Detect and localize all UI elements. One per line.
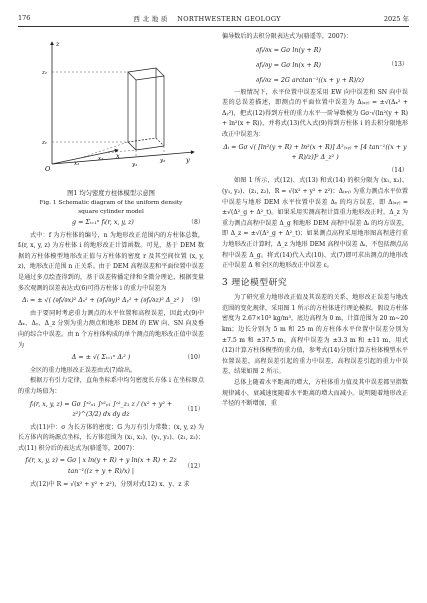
x2-label: x₂ [98, 156, 104, 162]
equation-13-line: ∂fᵢ/∂y = Gσ ln(x + R) [256, 61, 321, 69]
equation-8 [18, 216, 204, 231]
page-number: 176 [18, 14, 31, 22]
equation-11-number: （11） [184, 405, 204, 413]
equation-12-body: fᵢ(r, x, y, z) = Gσ | x ln(y + R) + y ln(x + R) + 2z tan⁻¹((z + y + R)/x) | [25, 457, 177, 476]
equation-13-number: （13） [388, 60, 408, 68]
paragraph: 由于要同时考虑重力测点的水平位置和高程误差，因此式(9)中 Δₓ、Δᵧ、Δ_z 分别为重力测点和地形 DEM 的 EW 向、SN 向及垂向的综合中误差。由 n 个方柱体构成的单个测点的地形改正值中误差为 [18, 309, 204, 349]
paragraph: 偏导数后的去积分限表达式为(骆遥等，2007)： [222, 33, 352, 40]
y-axis-label: y [186, 156, 190, 164]
paragraph: 总体上随着水平距离的增大，方柱体重力值及其中误差都呈指数规律减小，衰减速度随着水平距离的增大而减小。说明随着地形改正半径的不断增加，重 [222, 379, 408, 408]
origin-label: O [45, 165, 51, 173]
z-axis-label: z [56, 40, 60, 48]
section-heading: 3 理论模型研究 [222, 277, 288, 288]
equation-8-number: （8） [187, 219, 204, 226]
left-column [18, 32, 204, 490]
cube-diagram [18, 32, 204, 182]
equation-14-body: Δᵢ = Gσ √( [ln²(y + R) + ln²(x + R)] Δ²₍ₓᵧ₎ + [4 tan⁻¹((x + y + R)/z)]² Δ_z² ) [223, 143, 407, 162]
right-column [222, 32, 408, 410]
figure-1 [18, 32, 204, 216]
equation-14-number-row [222, 166, 408, 177]
projection-lines [52, 72, 164, 158]
figure-caption-zh: 图1 均匀密度方柱体模型示意图 [67, 189, 155, 197]
journal-title-en: NORTHWESTERN GEOLOGY [177, 14, 281, 23]
equation-13-lines [222, 43, 388, 88]
figure-caption-en: Fig. 1 Schematic diagram of the uniform density square cylinder model [39, 200, 183, 215]
journal-title [133, 14, 280, 23]
publication-year: 2025 年 [383, 14, 409, 23]
running-header [18, 12, 409, 24]
paragraph: 式(11)中：σ 为长方体的密度；G 为万有引力常数；(x, y, z) 为长方体内的场源点坐标，长方体范围为 (x₁, x₂)、(y₁, y₂)、(z₁, z₂)；式(11) 积分后的表达式为(骆遥等，2007)： [18, 423, 204, 452]
x-axis-arrow [52, 150, 118, 164]
paragraph: 如图 1 所示，式(12)、式(13) 和式(14) 的积分限为 (x₁, x₂)、(y₁, y₂)、(z₁, z₂)，R = √(x² + y² + z²)；Δ₍ₓᵧ₎ 为重力测点水平位置中误差与地形 DEM 水平位置中误差 Δᵧ 的均方误差，即 Δ₍ₓᵧ₎ = ±√(Δ²_g + Δ²_t)。如果采用实测高程计算重力地形改正时，Δ_z 为重力测点高程中误差 Δ_g 和地形 DEM 高程中误差 Δᵢ 的均方误差，即 Δ_z = ±√(Δ²_g + Δ²_t)；如果测点高程采用地形图高程进行重力地形改正计算时，Δ_z 为地形 DEM 高程中误差 Δᵢ，不包括测点高程中误差 Δ_g。将式(14)代入式(10)、式(7)即可求出测点的地形改正中误差 Δ 和全区的地形改正中误差 ε。 [222, 177, 408, 270]
y2-label: y₂ [160, 158, 166, 164]
paragraph: 一般情况下，水平位置中误差采用 EW 向中误差和 SN 向中误差的总误差描述，即测点的平面位置中误差为 Δ₍ₓᵧ₎ = ±√(Δₓ² + Δᵧ²)，把式(12)得到方柱的重力水平一阶导数模为 Gσ·√(ln²(y + R) + ln²(x + R))，并将式(13)代入式(9)得到方柱体 i 的去积分限地形改正中误差为： [222, 88, 408, 138]
equation-11 [18, 398, 204, 423]
z2-label: z₂ [42, 70, 48, 76]
x1-label: x₁ [74, 161, 80, 167]
equation-13-line: ∂fᵢ/∂z = 2G arctan⁻¹((x + y + R)/z) [256, 76, 365, 84]
y1-label: y₁ [132, 162, 138, 168]
paragraph: 为了研究重力地形改正值及其误差的关系、地形改正误差与地改范围的变化规律，采用图 1 所示的方柱体进行理论模拟。假设方柱体密度为 2.67×10³ kg/m³，底边高程为 0 m，计算范围为 20 m~20 km；边长分别为 5 m 和 25 m 的方柱体水平位置中误差分别为 ±7.5 m 和 ±37.5 m，高程中误差为 ±3.3 m 和 ±11 m，用式(12)计算方柱体模型的重力值，参考式(14)分别计算方柱体模型水平位置误差、高程误差引起的重力中误差、高程误差引起的重力中误差，结果如图 2 所示。 [222, 294, 408, 376]
x-axis-label: x [116, 152, 120, 160]
equation-9-number: （9） [187, 297, 204, 305]
paragraph: 式中：f 为方柱体的编号，n 为地形改正范围内的方柱体总数，fᵢ(r, x, y, z) 为方柱体 i 的地形改正计算函数。可见，基于 DEM 数据的方柱体模型地形改正值与方柱体的密度 r 及其空间位置 (x, y, z)，地形改正范围 n 正关系。由于 DEM 高程误差和平面位置中误差是通过多点绘查得到的，基于误差传播定律和全微分理论，根据变量多次观测的误差表达式(6)可得方柱体 i 的重力中误差为 [18, 231, 204, 292]
z1-label: z₁ [42, 140, 48, 146]
equation-11-body: fᵢ(r, x, y, z) = Gσ ∫ˣ²ₓ₁ ∫ʸ²ᵧ₁ ∫ᶻ²_z₁ z / (x² + y² + z²)^(3/2) dx dy dz [29, 400, 173, 419]
header-rule [18, 26, 409, 27]
equation-13-line: ∂fᵢ/∂x = Gσ ln(y + R) [256, 46, 321, 54]
equation-9 [18, 294, 204, 309]
paragraph: 式(12)中 R = √(x² + y² + z²)，分别对式(12) x、y、z 求 [30, 480, 190, 488]
equation-10-number: （10） [184, 354, 204, 362]
equation-10 [18, 351, 204, 366]
equation-14 [222, 141, 408, 166]
paragraph: 全区的重力地形改正误差由式(7)给出。 [30, 366, 137, 374]
equation-10-body: Δ = ± √( Σᵢ₌₁ⁿ Δᵢ² ) [71, 354, 131, 362]
equation-14-number: （14） [388, 166, 408, 174]
cylinder-prism [128, 68, 164, 150]
equation-12 [18, 454, 204, 479]
paragraph: 根据万有引力定律，直角坐标系中均匀密度长方体 i 在坐标原点的重力场值为： [18, 377, 204, 395]
equation-12-number: （12） [184, 462, 204, 470]
equation-13 [222, 43, 408, 88]
equation-8-body: g = Σᵢ₌₁ⁿ fᵢ(r, x, y, z) [72, 219, 134, 226]
equation-9-body: Δᵢ = ± √( (∂fᵢ/∂x)² Δₓ² + (∂fᵢ/∂y)² Δᵧ² + (∂fᵢ/∂z)² Δ_z² ) [22, 297, 184, 305]
journal-title-cn: 西 北 地 质 [133, 14, 168, 23]
